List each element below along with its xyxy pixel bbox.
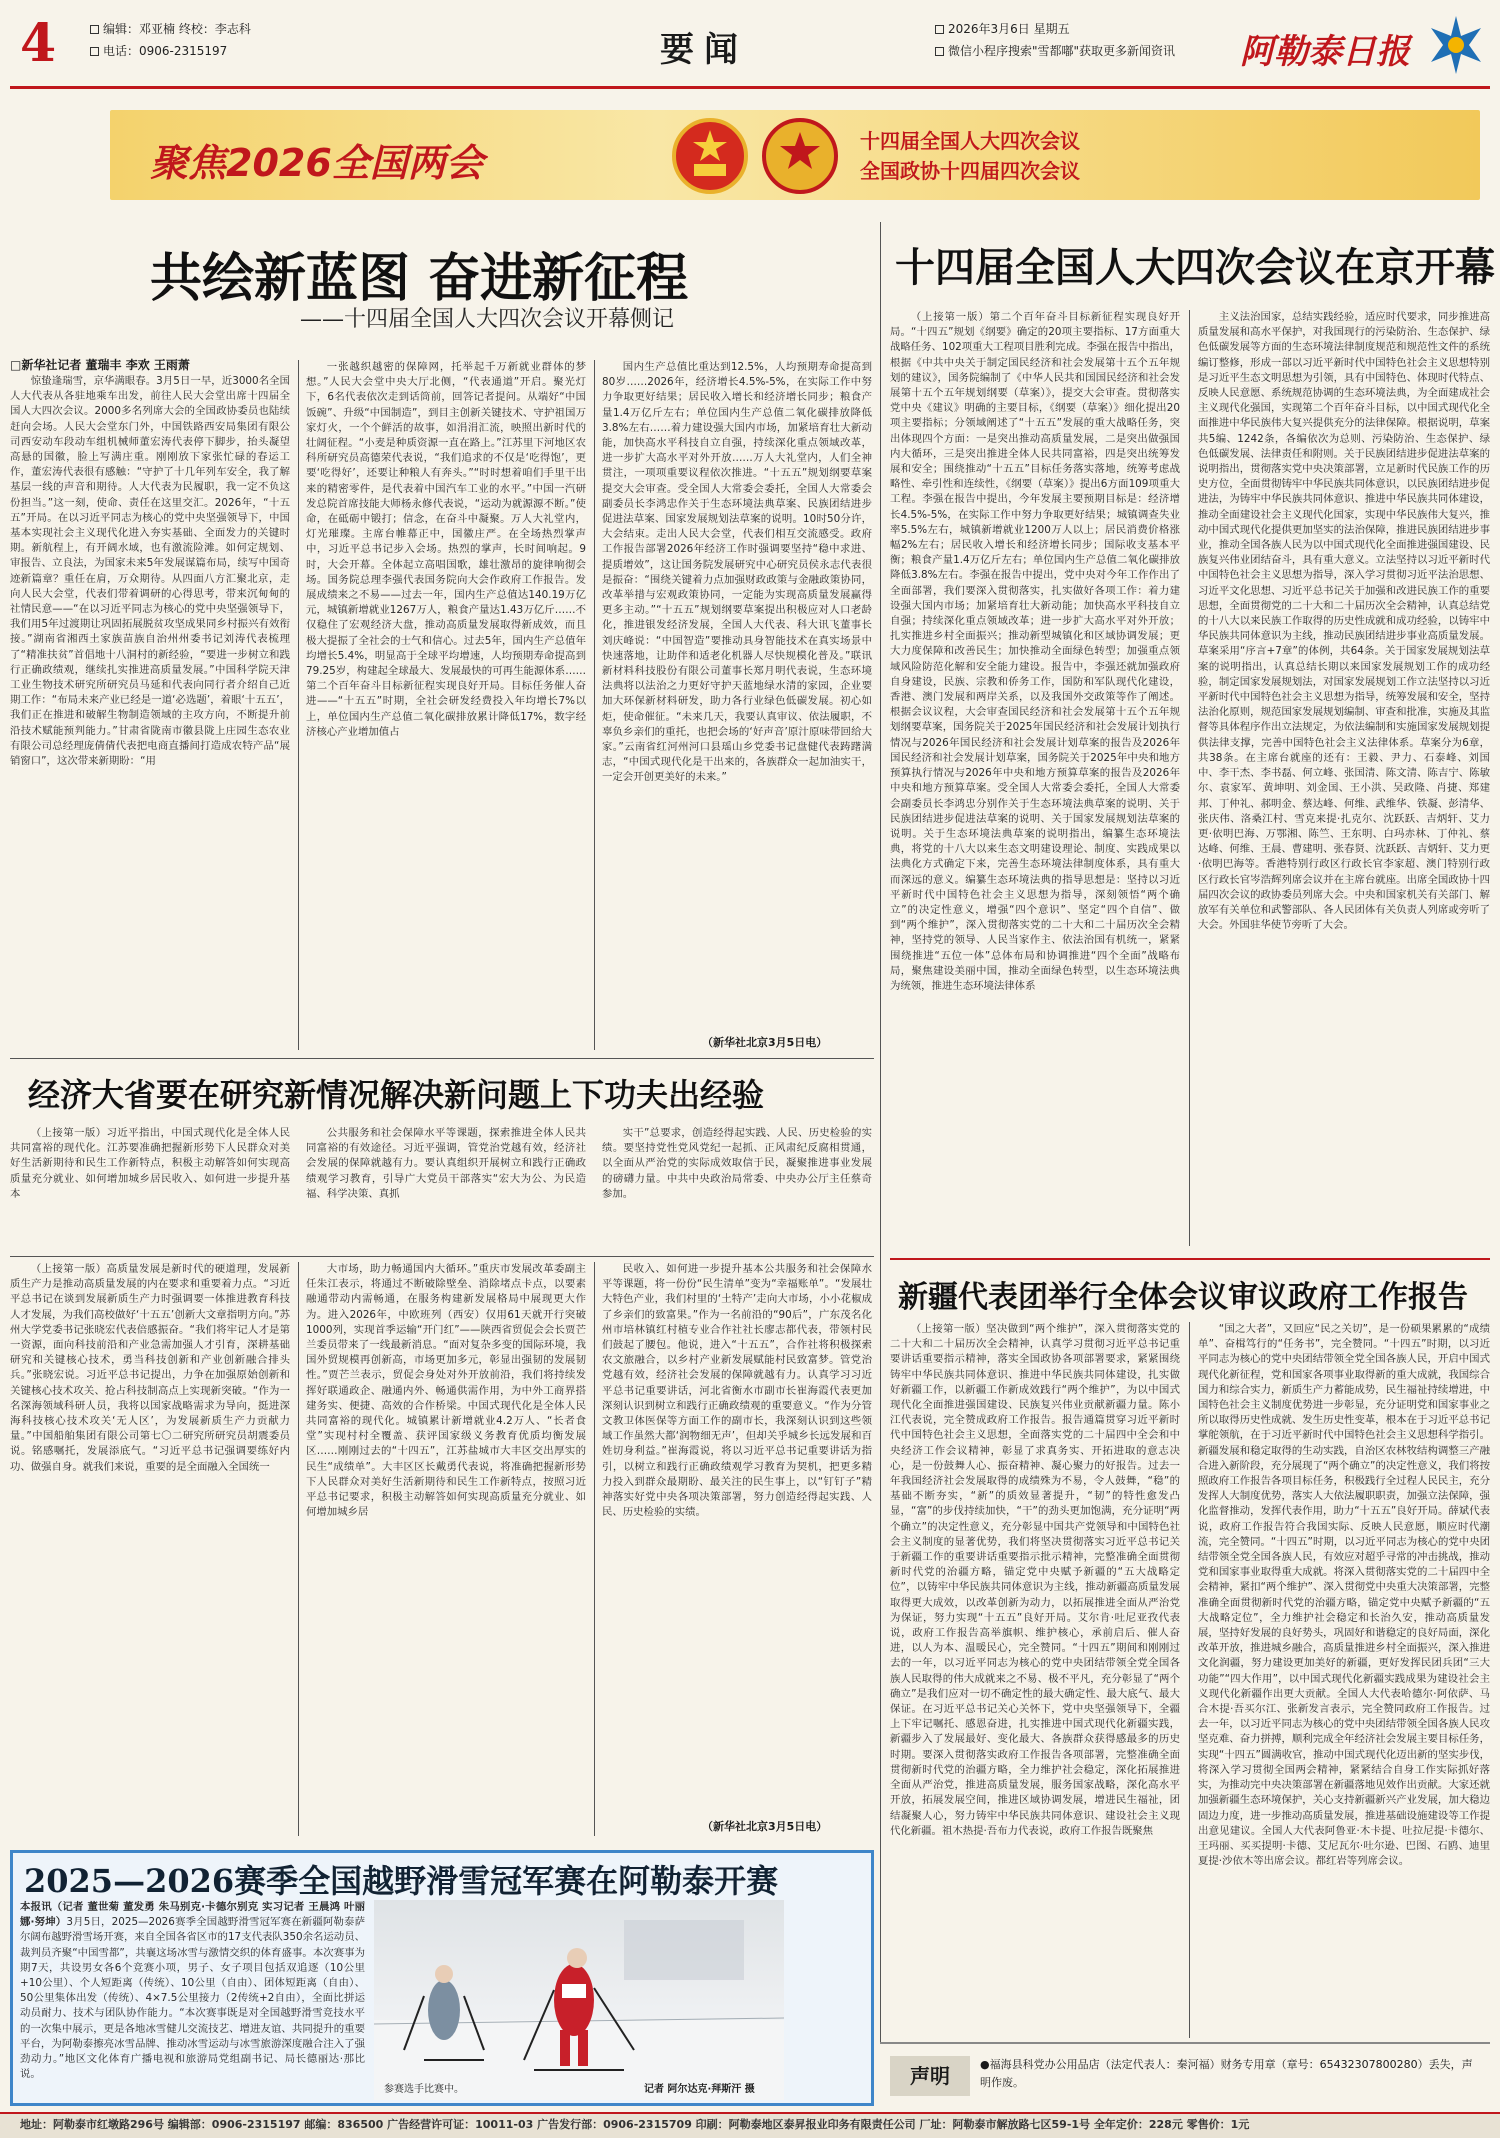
column-divider [594,1262,595,1836]
paper-logo: 阿勒泰日报 [1240,32,1410,72]
banner-line-npc: 十四届全国人大四次会议 [860,129,1080,153]
notice-box [880,2042,1490,2106]
column-divider [298,1262,299,1836]
masthead-rule [10,86,1490,89]
article3-column-3: 实干”总要求，创造经得起实践、人民、历史检验的实绩。要坚持党性党风党纪一起抓、正风肃纪反腐相贯通，以全面从严治党的实际成效取信于民，凝聚推进事业发展的磅礴力量。中共中央政治局常委、中央办公厅主任蔡奇参加。 [602,1127,872,1200]
wechat-line: 微信小程序搜索"雪都嘟"获取更多新闻资讯 [948,44,1176,58]
section-rule [10,1058,874,1059]
article1-headline: 共绘新蓝图 奋进新征程 [150,248,689,309]
ski-race-photo [374,1900,784,2100]
date-info [935,18,1175,62]
article5-headline: 2025—2026赛季全国越野滑雪冠军赛在阿勒泰开赛 [24,1862,779,1900]
article6-headline: 新疆代表团举行全体会议审议政府工作报告 [898,1280,1468,1315]
column-divider [594,360,595,1050]
article5-byline: 本报讯（记者 董世菊 董发勇 朱马别克·卡德尔别克 实习记者 王晨鸿 叶丽娜·努坤） [20,1901,365,1929]
notice-text: ●福海县科党办公用品店（法定代表人：秦河福）财务专用章（章号：6543230780028​0）丢失，声明作废。 [980,2058,1473,2089]
skier-illustration [374,1900,784,2100]
article1-column-3: 国内生产总值比重达到12.5%，人均预期寿命提高到80岁……2026年，经济增长4.5%-5%，在实际工作中努力争取更好结果；居民收入增长和经济增长同步；粮食产量1.4万亿斤左右；单位国内生产总值二氧化碳排放降低3.8%左右……着力建设强大国内市场，加紧培育壮大新动能，加快高水平科技自立自强，持续深化重点领域改革，进一步扩大高水平对外开放……万人大礼堂内，人们全神贯注，一项项重要议程依次推进。“十五五”规划纲要草案提交大会审查。受全国人大常委会委托，全国人大常委会副委员长李鸿忠作关于生态环境法典草案、民族团结进步促进法草案、国家发展规划法草案的说明。10时50分许，大会结束。走出人民大会堂，代表们相互交流感受。政府工作报告部署2026年经济工作时强调要坚持“稳中求进、提质增效”，这让国务院发展研究中心研究员侯永志代表很是振奋：“围绕关键着力点加强财政政策与金融政策协同，改革举措与宏观政策协同，一定能为实现高质量发展赢得更多主动。”“十五五”规划纲要草案提出积极应对人口老龄化，推进银发经济发展，全国人大代表、科大讯飞董事长刘庆峰说：“中国智造”要推动具身智能技术在真实场景中快速落地，让助伴和适老化机器人尽快规模化普及。”联讯新材料科技股份有限公司董事长郑月明代表说，生态环境法典将以法治之力更好守护天蓝地绿水清的家园，企业要加大环保新材料研发，助力各行业绿色低碳发展。初心如炬，使命催征。“未来几天，我要认真审议、依法履职，不辜负乡亲们的重托，也把会场的‘好声音’原汁原味带回给大家。”云南省红河州河口县瑶山乡党委书记盘健代表踌躇满志，“中国式现代化是干出来的，各族群众一起加油实干，一定会开创更美好的未来。” [602,361,872,784]
article2-headline: 十四届全国人大四次会议在京开幕 [895,244,1495,291]
article1-dateline: （新华社北京3月5日电） [702,1036,828,1049]
notice-label: 声明 [890,2056,970,2096]
page-divider [880,222,881,2042]
photo-credit: 记者 阿尔达克·拜斯汗 摄 [644,2084,755,2095]
article2-column-1: （上接第一版）第二个百年奋斗目标新征程实现良好开局。“十四五”规划《纲要》确定的20项主要指标、17方面重大战略任务、102项重大工程项目胜利完成。李强在报告中指出，根据《中共中央关于制定国民经济和社会发展第十五个五年规划的建议》，国务院编制了《中华人民共和国国民经济和社会发展第十五个五年规划纲要（草案）》，提交大会审查。贯彻落实党中央《建议》明确的主要目标，《纲要（草案）》细化提出20项主要指标；分领域阐述了“十五五”发展的重大战略任务，突出体现四个方面：一是突出推动高质量发展，二是突出做强国内大循环，三是突出推进全体人民共同富裕，四是突出统筹发展和安全；围绕推动“十五五”目标任务落实落地，统筹考虑战略性、牵引性和连续性，《纲要（草案）》提出6方面109项重大工程。李强在报告中提出，今年发展主要预期目标是：经济增长4.5%-5%，在实际工作中努力争取更好结果；城镇调查失业率5.5%左右，城镇新增就业1200万人以上；居民消费价格涨幅2%左右；居民收入增长和经济增长同步；国际收支基本平衡；粮食产量1.4万亿斤左右；单位国内生产总值二氧化碳排放降低3.8%左右。李强在报告中提出，党中央对今年工作作出了全面部署，我们要深入贯彻落实，扎实做好各项工作：着力建设强大国内市场；加紧培育壮大新动能；加快高水平科技自立自强；持续深化重点领域改革；进一步扩大高水平对外开放；扎实推进乡村全面振兴；推动新型城镇化和区域协调发展；更大力度保障和改善民生；加快推动全面绿色转型；加强重点领域风险防范化解和安全能力建设。报告中，李强还就加强政府自身建设，民族、宗教和侨务工作，国防和军队现代化建设，香港、澳门发展和两岸关系，以及我国外交政策等作了阐述。根据会议议程，大会审查国民经济和社会发展第十五个五年规划纲要草案，国务院关于2025年国民经济和社会发展计划执行情况与2026年国民经济和社会发展计划草案的报告及2026年国民经济和社会发展计划草案，国务院关于2025年中央和地方预算执行情况与2026年中央和地方预算草案的报告及2026年中央和地方预算草案。受全国人大常委会委托，全国人大常委会副委员长李鸿忠分别作关于生态环境法典草案的说明、关于民族团结进步促进法草案的说明、关于国家发展规划法草案的说明。关于生态环境法典草案的说明指出，编纂生态环境法典，将党的十八大以来生态文明建设理论、制度、实践成果以法典化方式确定下来，完善生态环境法律制度体系，具有重大而深远的意义。编纂生态环境法典的指导思想是：坚持以习近平新时代中国特色社会主义思想为指导，深刻领悟“两个确立”的决定性意义，增强“四个意识”、坚定“四个自信”、做到“两个维护”，深入贯彻落实党的二十大和二十届历次全会精神，坚持党的领导、人民当家作主、依法治国有机统一，紧紧围绕推进“五位一体”总体布局和协调推进“四个全面”战略布局，聚焦建设美丽中国，推动全面绿色转型，以生态环境法典为统领，推进生态环境法律体系 [890,311,1180,992]
article6-column-1: （上接第一版）坚决做到“两个维护”，深入贯彻落实党的二十大和二十届历次全会精神，认真学习贯彻习近平总书记重要讲话重要指示精神，落实全国政协各项部署要求，紧紧围绕铸牢中华民族共同体意识、推进中华民族共同体建设，扎实做好新疆工作，以新疆工作新成效践行“两个维护”，为以中国式现代化全面推进强国建设、民族复兴伟业贡献新疆力量。陈小江代表说，完全赞成政府工作报告。报告通篇贯穿习近平新时代中国特色社会主义思想，全面落实党的二十届四中全会和中央经济工作会议精神，彰显了求真务实、开拓进取的意志决心，是一份鼓舞人心、振奋精神、凝心聚力的好报告。过去一年我国经济社会发展取得的成绩殊为不易，令人鼓舞，“稳”的基础不断夯实，“新”的质效显著提升，“韧”的特性愈发凸显，“富”的步伐持续加快，“干”的劲头更加饱满，充分证明“两个确立”的决定性意义，充分彰显中国共产党领导和中国特色社会主义制度的显著优势，我们将坚决贯彻落实习近平总书记关于新疆工作的重要讲话重要指示批示精神，完整准确全面贯彻新时代党的治疆方略，锚定党中央赋予新疆的“五大战略定位”，以铸牢中华民族共同体意识为主线，推动新疆高质量发展取得更大成效，以改革创新为动力，以拓展推进全面从严治党为保证，努力实现“十五五”良好开局。艾尔肯·吐尼亚孜代表说，政府工作报告高举旗帜、维护核心，承前启后、催人奋进，以人为本、温暖民心，完全赞同。“十四五”期间和刚刚过去的一年，以习近平同志为核心的党中央团结带领全党全国各族人民取得的伟大成就来之不易、极不平凡，充分彰显了“两个确立”是我们应对一切不确定性的最大确定性、最大底气、最大保证。在习近平总书记关心关怀下，党中央坚强领导下，全疆上下牢记嘱托、感恩奋进，扎实推进中国式现代化新疆实践，新疆步入了发展最好、变化最大、各族群众获得感最多的历史时期。要深入贯彻落实政府工作报告各项部署，完整准确全面贯彻新时代党的治疆方略，全力维护社会稳定，深化拓展推进全面从严治党，推进高质量发展，服务国家战略，深化高水平开放，拓展发展空间，推进区域协调发展，增进民生福祉，团结凝聚人心，努力铸牢中华民族共同体意识、建设社会主义现代化新疆。祖木热提·吾布力代表说，政府工作报告既聚焦 [890,1323,1180,1837]
article2-column-2: 主义法治国家，总结实践经验，适应时代要求，同步推进高质量发展和高水平保护，对我国现行的污染防治、生态保护、绿色低碳发展等方面的生态环境法律制度规范和规范性文件的系统编订整修，形成一部以习近平新时代中国特色社会主义思想特别是习近平生态文明思想为引领，具有中国特色、体现时代特点、反映人民意愿、系统规范协调的生态环境法典，为全面建成社会主义现代化强国，实现第二个百年奋斗目标，以中国式现代化全面推进中华民族伟大复兴提供充分的法律保障。根据说明，草案共5编、1242条，各编依次为总则、污染防治、生态保护、绿色低碳发展、法律责任和附则。关于民族团结进步促进法草案的说明指出，贯彻落实党中央决策部署，立足新时代民族工作的历史方位，全面贯彻铸牢中华民族共同体意识，以民族团结进步促进法，为铸牢中华民族共同体意识、推进中华民族共同体建设，推动全面建设社会主义现代化国家，实现中华民族伟大复兴，推动中国式现代化提供更加坚实的法治保障，推进民族团结进步事业，推动全国各族人民为以中国式现代化全面推进强国建设、民族复兴伟业团结奋斗，具有重大意义。立法坚持以习近平新时代中国特色社会主义思想为指导，深入学习贯彻习近平法治思想、习近平文化思想、习近平总书记关于加强和改进民族工作的重要思想，全面贯彻党的二十大和二十届历次全会精神，认真总结党的十八大以来民族工作取得的历史性成就和成功经验，以铸牢中华民族共同体意识为主线，推动民族团结进步事业高质量发展。草案采用“序言+7章”的体例，共64条。关于国家发展规划法草案的说明指出，认真总结长期以来国家发展规划工作的成功经验，制定国家发展规划法，对国家发展规划工作立法坚持以习近平新时代中国特色社会主义思想为指导，统筹发展和安全，坚持法治化原则，规范国家发展规划编制、审查和批准，实施及其监督等具体程序作出立法规定，为依法编制和实施国家发展规划提供法律支撑，完善中国特色社会主义法律体系。草案分为6章，共38条。在主席台就座的还有：王毅、尹力、石泰峰、刘国中、李干杰、李书磊、何立峰、张国清、陈文清、陈吉宁、陈敏尔、袁家军、黄坤明、刘金国、王小洪、吴政隆、肖捷、郑建邦、丁仲礼、郝明金、蔡达峰、何维、武维华、铁凝、彭清华、张庆伟、洛桑江村、雪克来提·扎克尔、沈跃跃、吉炳轩、艾力更·依明巴海、万鄂湘、陈竺、王东明、白玛赤林、丁仲礼、蔡达峰、何维、王晨、曹建明、张春贤、沈跃跃、吉炳轩、艾力更·依明巴海等。香港特别行政区行政长官李家超、澳门特别行政区行政长官岑浩辉列席会议并在主席台就座。出席全国政协十四届四次会议的政协委员列席大会。中央和国家机关有关部门、解放军有关单位和武警部队、各人民团体有关负责人列席或旁听了大会。外国驻华使节旁听了大会。 [1198,311,1490,932]
article4-column-1: （上接第一版）高质量发展是新时代的硬道理，发展新质生产力是推动高质量发展的内在要求和重要着力点。“习近平总书记在谈到发展新质生产力时强调要一体推进教育科技人才发展，为我们高校做好‘十五五’创新大文章指明方向。”苏州大学党委书记张晓宏代表倍感振奋。“我们将牢记人才是第一资源，面向科技前沿和产业急需加强人才引育，深耕基础研究和关键核心技术，勇当科技创新和产业创新融合排头兵。”张晓宏说。习近平总书记提出，力争在加强原始创新和关键核心技术攻关、抢占科技制高点上实现新突破。“作为一名深海领域科研人员，我将以国家战略需求为导向，挺进深海科技核心技术攻关‘无人区’，为发展新质生产力贡献力量。”中国船舶集团有限公司第七〇二研究所研究员胡震委员说。铭感嘱托，发展添底气。“习近平总书记强调要练好内功、做强自身。就我们来说，重要的是全面融入全国统一 [10,1263,290,1473]
article3-column-2: 公共服务和社会保障水平等课题，探索推进全体人民共同富裕的有效途径。习近平强调，管党治党越有效，经济社会发展的保障就越有力。要认真组织开展树立和践行正确政绩观学习教育，引导广大党员干部落实“宏大为公、为民造福、科学决策、真抓 [306,1127,586,1200]
article6-column-2: “国之大者”，又回应“民之关切”，是一份硕果累累的“成绩单”、奋楫笃行的“任务书”，完全赞同。“十四五”时期，以习近平同志为核心的党中央团结带领全党全国各族人民，开启中国式现代化新征程，党和国家各项事业取得新的重大成就，我国综合国力和综合实力，新质生产力蓄能成势，民生福祉持续增进，中国特色社会主义制度优势进一步彰显，充分证明党和国家事业之所以取得历史性成就、发生历史性变革，根本在于习近平总书记掌舵领航，在于习近平新时代中国特色社会主义思想科学指引。新疆发展和稳定取得的生动实践，自治区农林牧结构调整三产融合进入新阶段，充分展现了“两个确立”的决定性意义，我们将按照政府工作报告各项目标任务，积极践行全过程人民民主，充分发挥人大制度优势，落实人大依法履职职责，加强立法保障，强化监督推动，发挥代表作用，助力“十五五”良好开局。薛斌代表说，政府工作报告符合我国实际、反映人民意愿，顺应时代潮流，完全赞同。“十四五”时期，以习近平同志为核心的党中央团结带领全党全国各族人民，有效应对超乎寻常的冲击挑战，推动党和国家事业取得重大成就。将深入贯彻落实党的二十届四中全会精神，紧扣“两个维护”、深入贯彻党中央重大决策部署，完整准确全面贯彻新时代党的治疆方略，锚定党中央赋予新疆的“五大战略定位”，全力维护社会稳定和长治久安，推动高质量发展，坚持好发展的良好势头，巩固好和谐稳定的良好局面，深化改革开放，推进城乡融合，高质量推进乡村全面振兴，深入推进文化润疆，努力建设更加美好的新疆，更好发挥民团兵团“三大功能”“四大作用”，以中国式现代化新疆实践成果为建设社会主义现代化新疆作出更大贡献。全国人大代表哈德尔·阿依萨、马合木提·吾买尔江、张新发言表示，完全赞同政府工作报告。过去一年，以习近平同志为核心的党中央团结带领全国各族人民攻坚克难、奋力拼搏，顺利完成全年经济社会发展主要目标任务，实现“十四五”圆满收官，推动中国式现代化迈出新的坚实步伐，将深入学习贯彻全国两会精神，紧紧结合自身工作实际抓好落实，为推动完中央决策部署在新疆落地见效作出贡献。大家还就加强新疆生态环境保护，关心支持新疆新兴产业发展，加大稳边固边力度，进一步推动高质量发展，推进基础设施建设等工作提出意见建议。全国人大代表阿鲁亚·木卡提、吐拉尼提·卡德尔、王玛丽、买买提明·卡德、艾尼瓦尔·吐尔逊、巴图、石鸥、迪里夏提·沙依木等出席会议。都红岩等列席会议。 [1198,1323,1490,1868]
article4-dateline: （新华社北京3月5日电） [702,1820,828,1833]
checkbox-icon [90,25,99,34]
checkbox-icon [935,47,944,56]
editor-info [90,18,251,62]
banner-title: 聚焦2026全国两会 [150,141,484,185]
page-number: 4 [20,13,57,74]
editor-line: 编辑：邓亚楠 终校：李志科 [103,22,251,36]
article1-subtitle: ——十四届全国人大四次会议开幕侧记 [300,307,675,332]
section-rule [10,1256,874,1257]
article3-column-1: （上接第一版）习近平指出，中国式现代化是全体人民共同富裕的现代化。江苏要准确把握新形势下人民群众对美好生活新期待和民生工作新特点，积极主动解答如何实现高质量充分就业、如何增加城乡居民收入、如何进一步提升基本 [10,1127,290,1200]
column-divider [298,360,299,1050]
national-emblem-icon [670,116,750,196]
phone-line: 电话：0906-2315197 [103,44,228,58]
banner-line-cppcc: 全国政协十四届四次会议 [860,159,1080,183]
column-divider [1189,310,1190,1246]
article1-byline: □新华社记者 董瑞丰 李欢 王雨萧 [10,358,190,372]
article4-column-3: 民收入、如何进一步提升基本公共服务和社会保障水平等课题，将一份份“民生清单”变为“幸福账单”。“发展壮大特色产业，我们村里的‘土特产’走向大市场，小小花椒成了乡亲们的致富果。”作为一名前沿的“90后”，广东茂名化州市培林镇红村植专业合作社社长廖志都代表，带领村民们鼓起了腰包。他说，进入“十五五”，合作社将积极探索农文旅融合，以乡村产业新发展赋能村民致富梦。管党治党越有效，经济社会发展的保障就越有力。认真学习习近平总书记重要讲话，河北省衡水市副市长崔海霞代表更加深刻认识到树立和践行正确政绩观的重要意义。“作为分管文教卫体医保等方面工作的副市长，我深刻认识到这些领域工作虽然大都‘润物细无声’，但却关乎城乡长远发展和百姓切身利益。”崔海霞说，将以习近平总书记重要讲话为指引，以树立和践行正确政绩观学习教育为契机，把更多精力投入到群众最期盼、最关注的民生事上，以“钉钉子”精神落实好党中央各项决策部署，努力创造经得起实践、人民、历史检验的实绩。 [602,1263,872,1519]
section-rule [890,1258,1490,1260]
article5-column-1: 本报讯（记者 董世菊 董发勇 朱马别克·卡德尔别克 实习记者 王晨鸿 叶丽娜·努坤）3月5日，2025—2026赛季全国越野滑雪冠军赛在新疆阿勒泰萨尔阔布越野滑雪场开赛，来自全国各省区市的17支代表队350余名运动员、裁判员齐聚“中国雪都”，共襄这场冰雪与激情交织的体育盛事。本次赛事为期7天，共设男女各6个竞赛小项，男子、女子项目包括双追逐（10公里+10公里）、个人短距离（传统）、10公里（自由）、团体短距离（自由）、50公里集体出发（传统）、4×7.5公里接力（2传统+2自由），全面比拼运动员耐力、技术与团队协作能力。“本次赛事既是对全国越野滑雪竞技水平的一次集中展示，更是各地冰雪健儿交流技艺、增进友谊、共同提升的重要平台，为阿勒泰擦亮冰雪品牌、推动冰雪运动与冰雪旅游深度融合注入了强劲动力。”地区文化体育广播电视和旅游局党组副书记、局长德丽达·那比说。 [20,1901,365,2081]
focus-banner [110,110,1480,200]
article1-column-1: 惊蛰逢瑞雪，京华满眼春。3月5日一早，近3000名全国人大代表从各驻地乘车出发，前往人民大会堂出席十四届全国人大四次会议。2000多名列席大会的全国政协委员也陆续赶向会场。人民大会堂东门外，中国铁路西安局集团有限公司西安动车段动车组机械师董宏涛代表停下脚步，抬头凝望高悬的国徽，脸上写满庄重。刚刚放下家张忙碌的春运工作，董宏涛代表很有感触：“守护了十几年列车安全，我了解基层一线的声音和期待。人大代表为民履职，我一定不负这份担当。”这一刻，使命、责任在这里交汇。2026年，“十五五”开局。在以习近平同志为核心的党中央坚强领导下，中国基本实现社会主义现代化进入夯实基础、全面发力的关键时期。新航程上，有开阔水域，也有激流险滩。如何定规划、审报告、立良法，为国家未来5年发展谋篇布局，续写中国奇迹新篇章？重任在肩，万众期待。从四面八方汇聚北京，走向人民大会堂，代表们带着调研的心得思考，带来沉甸甸的社情民意——“在以习近平同志为核心的党中央坚强领导下，我们用5年过渡期让巩固拓展脱贫攻坚成果同乡村振兴有效衔接。”湖南省湘西土家族苗族自治州州委书记刘涛代表梳理了“精准扶贫”首倡地十八洞村的新经验，“要进一步树立和践行正确政绩观，继续扎实推进高质量发展。”中国科学院天津工业生物技术研究所研究员马延和代表向同行者介绍自己近期工作：“布局未来产业已经是一道‘必选题’，着眼‘十五五’，我们正在推进和破解生物制造领域的主攻方向，不断提升前沿技术赋能预判能力。”甘肃省陇南市徽县陇上庄园生态农业有限公司总经理庞倩倩代表把电商直播间打造成农特产品“展销窗口”，这次带来新期盼：“用 [10,375,290,768]
section-title: 要闻 [660,30,748,70]
banner-lines [860,126,1080,186]
column-divider [1189,1322,1190,2038]
article3-headline: 经济大省要在研究新情况解决新问题上下功夫出经验 [28,1076,765,1114]
checkbox-icon [935,25,944,34]
article4-column-2: 大市场，助力畅通国内大循环。”重庆市发展改革委副主任朱江表示，将通过不断破除壁垒、消除堵点卡点，以要素融通带动内需畅通，在服务构建新发展格局中展现更大作为。进入2026年，中欧班列（西安）仅用61天就开行突破1000列，实现首季运输“开门红”——陕西省贸促会会长贾芒兰委员带来了一线最新消息。“面对复杂多变的国际环境，我国外贸规模再创新高，市场更加多元，彰显出强韧的发展韧性。”贾芒兰表示，贸促会身处对外开放前沿，我们将持续发挥好联通政企、融通内外、畅通供需作用，为中外工商界搭建务实、便捷、高效的合作桥梁。中国式现代化是全体人民共同富裕的现代化。城镇累计新增就业4.2万人、“长者食堂”实现村村全覆盖、获评国家级义务教育优质均衡发展区……刚刚过去的“十四五”，江苏盐城市大丰区交出厚实的民生“成绩单”。大丰区区长戴勇代表说，将准确把握新形势下人民群众对美好生活新期待和民生工作新特点，按照习近平总书记要求，积极主动解答如何实现高质量充分就业、如何增加城乡居 [306,1263,586,1519]
checkbox-icon [90,47,99,56]
cppcc-emblem-icon [760,116,840,196]
photo-caption: 参赛选手比赛中。 [384,2084,464,2095]
star-logo-icon [1425,14,1487,76]
article1-column-2: 一张越织越密的保障网，托举起千万新就业群体的梦想。”人民大会堂中央大厅北侧，“代表通道”开启。聚光灯下，6名代表依次走到话筒前，回答记者提问。从端好“中国饭碗”、升级“中国制造”，到目主创新关键技术、守护祖国万家灯火，一个个鲜活的故事，如涓涓汇流，映照出新时代的壮阔征程。“小麦是种质资源一直在路上。”江苏里下河地区农科所研究员高德荣代表说，“我们追求的不仅是‘吃得饱’，更要‘吃得好’，还要让种粮人有奔头。”“时时想着咱们手里干出来的精密零件，是代表着中国汽车工业的水平。”中国一汽研发总院首席技能大师杨永修代表说，“运动为就源源不断。”使命，在砥砺中锻打；信念，在奋斗中凝聚。万人大礼堂内，灯光璀璨。主席台帷幕正中，国徽庄严。在全场热烈掌声中，习近平总书记步入会场。热烈的掌声，长时间响起。9时，大会开幕。全体起立高唱国歌，雄壮激昂的旋律响彻会场。国务院总理李强代表国务院向大会作政府工作报告。发展成绩来之不易——过去一年，国内生产总值达140.19万亿元，城镇新增就业1267万人，粮食产量达1.43万亿斤……不仅稳住了宏观经济大盘，推动高质量发展取得新成效，而且极大提振了全社会的士气和信心。过去5年，国内生产总值年均增长5.4%，明显高于全球平均增速，人均预期寿命提高到79.25岁，构建起全球最大、发展最快的可再生能源体系……第二个百年奋斗目标新征程实现良好开局。目标任务催人奋进——“十五五”时期，全社会研发经费投入年均增长7%以上，单位国内生产总值二氧化碳排放累计降低17%，数字经济核心产业增加值占 [306,361,586,738]
date-line: 2026年3月6日 星期五 [948,22,1070,36]
page-footer: 地址：阿勒泰市红墩路296号 编辑部：0906-2315197 邮编：836500 广告经营许可证：10011-03 广告发行部：0906-2315709 印刷：阿勒泰地区泰昇报业印务有限责任公司 厂址：阿勒泰市解放路七区59-1号 全年定价：228元 零售价：1元 [0,2112,1500,2138]
